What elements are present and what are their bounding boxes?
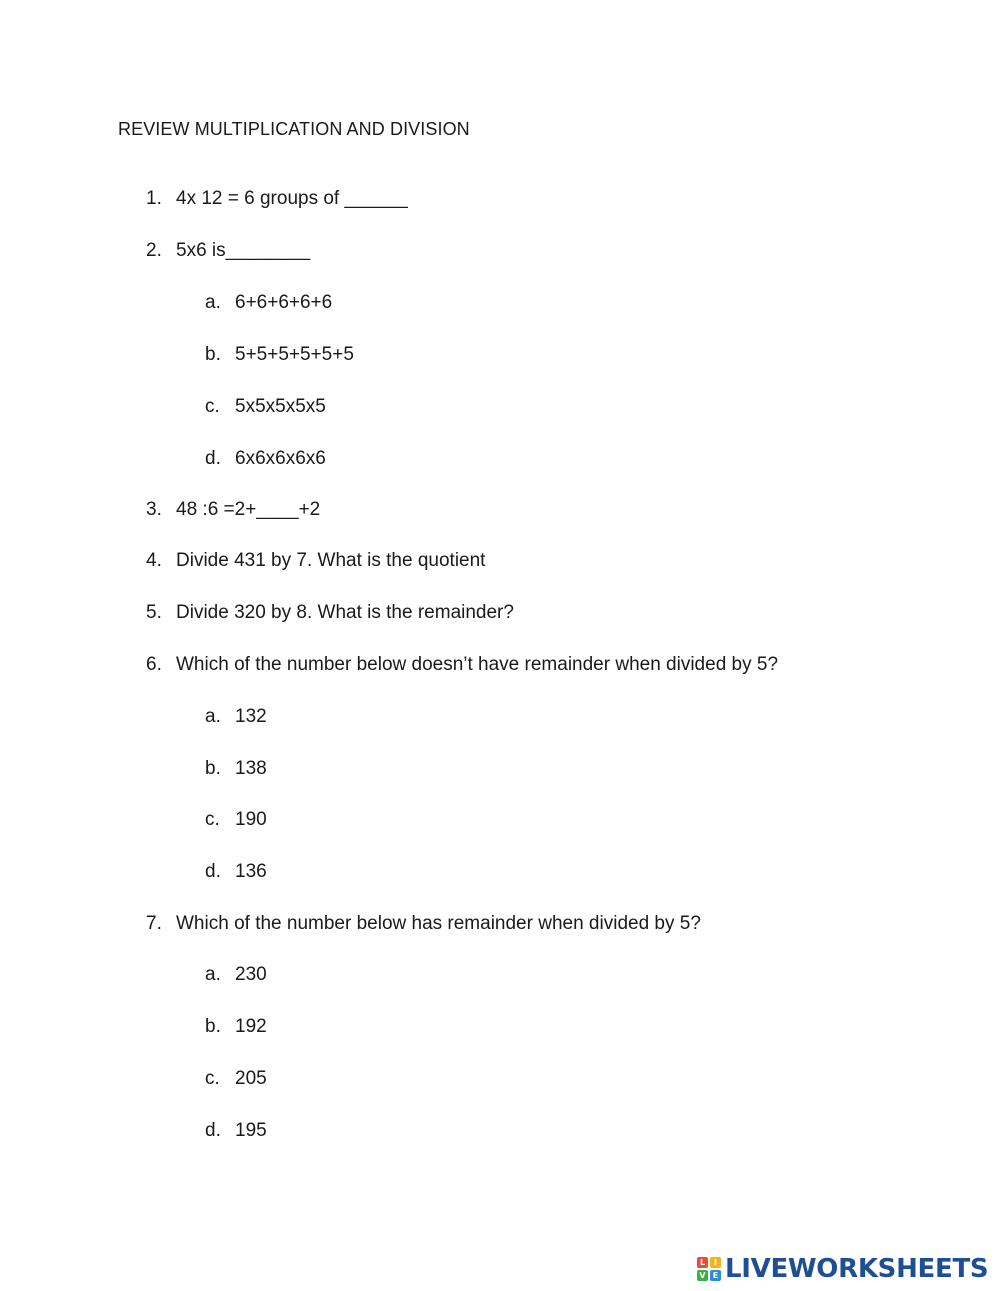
option-letter: b. [205,344,221,365]
question-text: 4x 12 = 6 groups of ______ [176,188,408,209]
liveworksheets-logo [697,1254,988,1284]
option-text: 230 [235,964,267,985]
option-text: 6x6x6x6x6 [235,448,326,469]
logo-block-e: E [710,1270,721,1281]
option-text: 192 [235,1016,267,1037]
question-number: 7. [146,913,162,934]
option-letter: c. [205,396,220,417]
option-text: 205 [235,1068,267,1089]
question-text: Which of the number below doesn’t have remainder when divided by 5? [176,654,779,675]
option-letter: b. [205,758,221,779]
option-text: 190 [235,809,267,830]
question-text: Which of the number below has remainder when divided by 5? [176,913,701,934]
option-text: 6+6+6+6+6 [235,292,333,313]
question-number: 5. [146,602,162,623]
logo-text: LIVEWORKSHEETS [725,1254,989,1284]
question-text: 5x6 is________ [176,240,311,261]
option-letter: b. [205,1016,221,1037]
option-text: 195 [235,1120,267,1141]
question-number: 3. [146,499,162,520]
option-text: 132 [235,706,267,727]
question-number: 2. [146,240,162,261]
option-letter: a. [205,964,221,985]
option-letter: d. [205,1120,221,1141]
question-number: 6. [146,654,162,675]
question-number: 1. [146,188,162,209]
logo-block-i: I [710,1257,721,1268]
question-text: 48 :6 =2+____+2 [176,499,321,520]
logo-block-l: L [697,1257,708,1268]
option-text: 138 [235,758,267,779]
question-text: Divide 320 by 8. What is the remainder? [176,602,514,623]
option-letter: c. [205,1068,220,1089]
question-number: 4. [146,550,162,571]
option-letter: d. [205,448,221,469]
option-text: 136 [235,861,267,882]
option-letter: d. [205,861,221,882]
logo-block-v: V [697,1270,708,1281]
page-title: REVIEW MULTIPLICATION AND DIVISION [118,119,470,139]
option-text: 5x5x5x5x5 [235,396,326,417]
question-text: Divide 431 by 7. What is the quotient [176,550,486,571]
option-text: 5+5+5+5+5+5 [235,344,354,365]
option-letter: c. [205,809,220,830]
option-letter: a. [205,292,221,313]
logo-blocks-icon [697,1257,721,1281]
option-letter: a. [205,706,221,727]
